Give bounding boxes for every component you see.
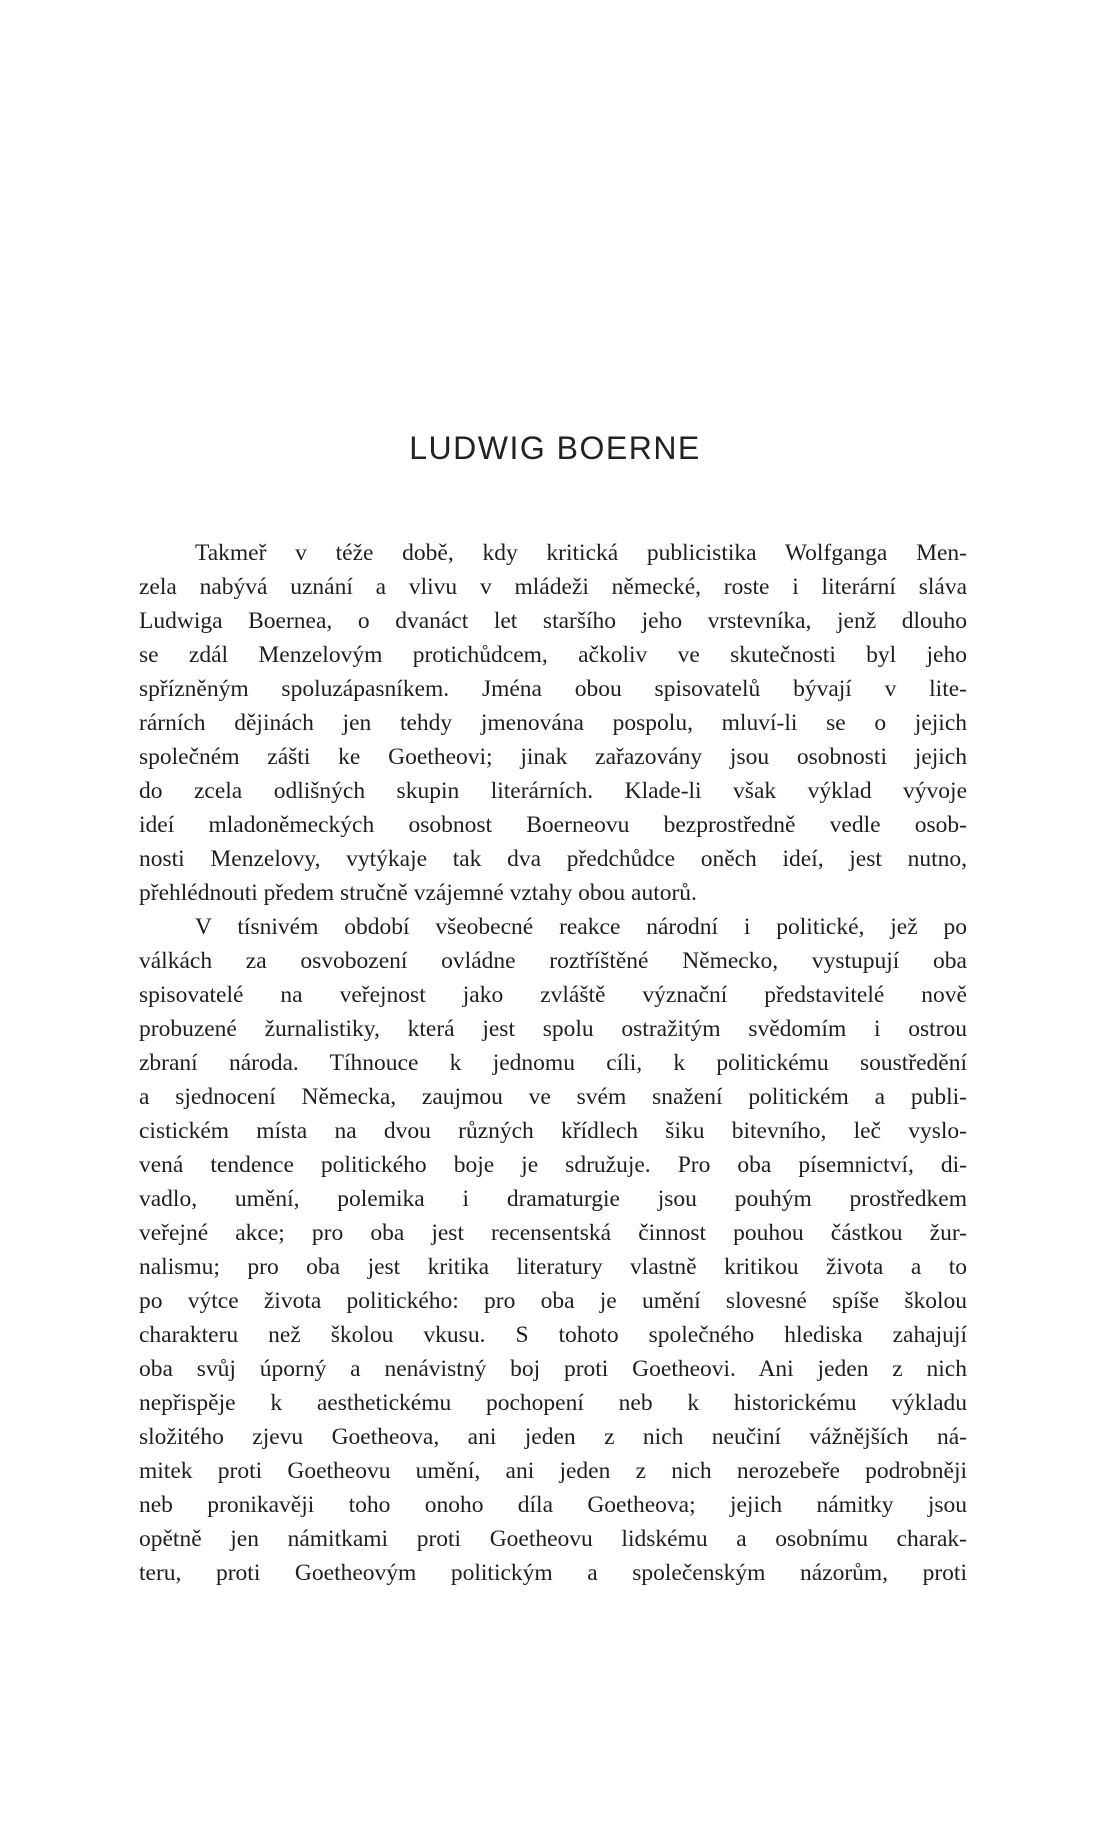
text-line: válkách za osvobození ovládne roztříštěné Německo, vystupují oba: [139, 948, 967, 974]
text-line: nalismu; pro oba jest kritika literatury vlastně kritikou života a to: [139, 1254, 967, 1280]
text-line: spisovatelé na veřejnost jako zvláště význační představitelé nově: [139, 982, 967, 1008]
text-line: společném zášti ke Goetheovi; jinak zařazovány jsou osobnosti jejich: [139, 744, 967, 770]
text-line: mitek proti Goetheovu umění, ani jeden z nich nerozebeře podrobněji: [139, 1458, 967, 1484]
text-line: Takmeř v téže době, kdy kritická publicistika Wolfganga Men-: [195, 540, 967, 566]
text-line: teru, proti Goetheovým politickým a společenským názorům, proti: [139, 1560, 967, 1586]
text-line: nepřispěje k aesthetickému pochopení neb k historickému výkladu: [139, 1390, 967, 1416]
text-line: V tísnivém období všeobecné reakce národní i politické, jež po: [195, 914, 967, 940]
text-line: probuzené žurnalistiky, která jest spolu ostražitým svědomím i ostrou: [139, 1016, 967, 1042]
text-line: zbraní národa. Tíhnouce k jednomu cíli, k politickému soustředění: [139, 1050, 967, 1076]
text-line: oba svůj úporný a nenávistný boj proti Goetheovi. Ani jeden z nich: [139, 1356, 967, 1382]
text-line: ideí mladoněmeckých osobnost Boerneovu bezprostředně vedle osob-: [139, 812, 967, 838]
text-line: zela nabývá uznání a vlivu v mládeži německé, roste i literární sláva: [139, 574, 967, 600]
text-line: nosti Menzelovy, vytýkaje tak dva předchůdce oněch ideí, jest nutno,: [139, 846, 967, 872]
text-line: veřejné akce; pro oba jest recensentská činnost pouhou částkou žur-: [139, 1220, 967, 1246]
text-line: vená tendence politického boje je sdružuje. Pro oba písemnictví, di-: [139, 1152, 967, 1178]
text-line: do zcela odlišných skupin literárních. Klade-li však výklad vývoje: [139, 778, 967, 804]
text-line: charakteru než školou vkusu. S tohoto společného hlediska zahajují: [139, 1322, 967, 1348]
text-line: a sjednocení Německa, zaujmou ve svém snažení politickém a publi-: [139, 1084, 967, 1110]
text-line: po výtce života politického: pro oba je umění slovesné spíše školou: [139, 1288, 967, 1314]
text-line: vadlo, umění, polemika i dramaturgie jsou pouhým prostředkem: [139, 1186, 967, 1212]
text-line: opětně jen námitkami proti Goetheovu lidskému a osobnímu charak-: [139, 1526, 967, 1552]
body-text: [139, 536, 967, 1590]
text-line: rárních dějinách jen tehdy jmenována pospolu, mluví-li se o jejich: [139, 710, 967, 736]
text-line: Ludwiga Boernea, o dvanáct let staršího jeho vrstevníka, jenž dlouho: [139, 608, 967, 634]
paragraph-2: [139, 910, 967, 1590]
text-line: cistickém místa na dvou různých křídlech šiku bitevního, leč vyslo-: [139, 1118, 967, 1144]
chapter-title: LUDWIG BOERNE: [409, 430, 701, 466]
text-line: neb pronikavěji toho onoho díla Goetheova; jejich námitky jsou: [139, 1492, 967, 1518]
text-line: spřízněným spoluzápasníkem. Jména obou spisovatelů bývají v lite-: [139, 676, 967, 702]
text-line: složitého zjevu Goetheova, ani jeden z nich neučiní vážnějších ná-: [139, 1424, 967, 1450]
text-line: přehlédnouti předem stručně vzájemné vztahy obou autorů.: [139, 880, 697, 906]
text-line: se zdál Menzelovým protichůdcem, ačkoliv ve skutečnosti byl jeho: [139, 642, 967, 668]
paragraph-1: [139, 536, 967, 910]
